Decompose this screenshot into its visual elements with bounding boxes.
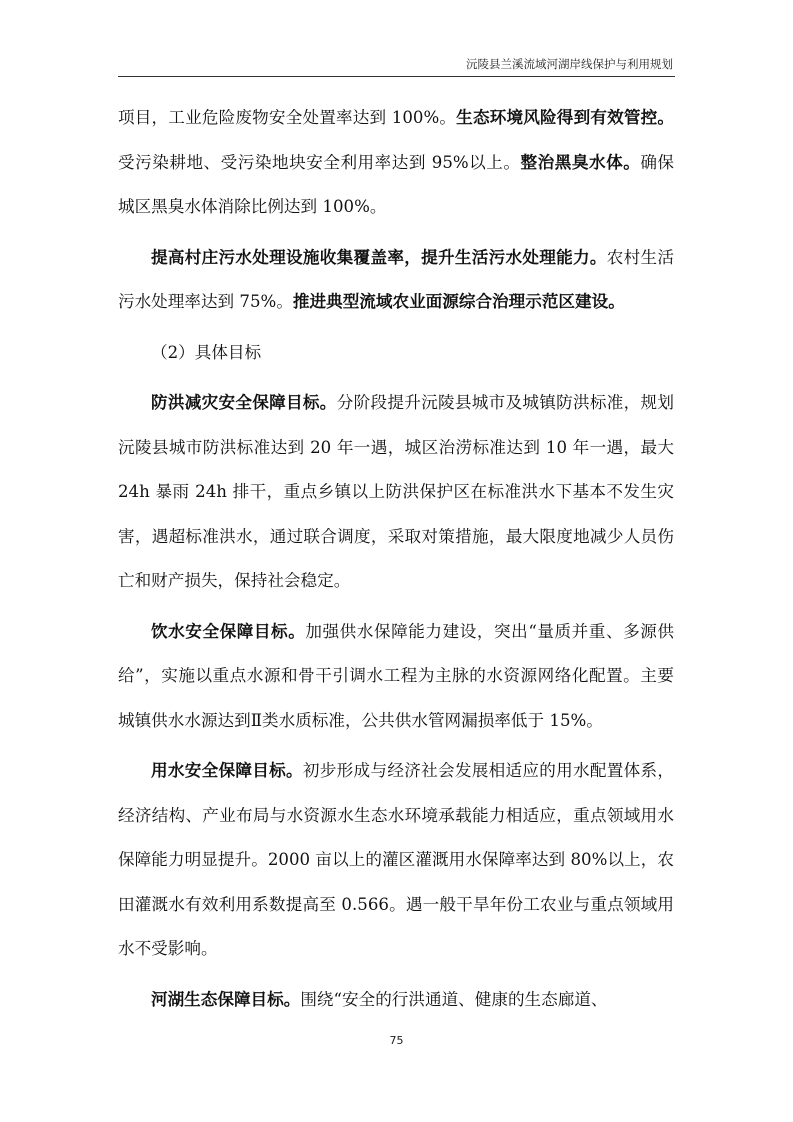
text-segment: 确保城区黑臭水体消除比例达到 100%。 [118, 152, 675, 216]
bold-heading-segment: 整治黑臭水体。 [520, 152, 641, 172]
bold-heading-segment: 防洪减灾安全保障目标。 [151, 393, 337, 412]
running-header-title: 沅陵县兰溪流域河湖岸线保护与利用规划 [466, 57, 673, 71]
page-number: 75 [389, 1034, 404, 1047]
paragraph-water-use [118, 749, 674, 972]
paragraph-river-ecology [118, 978, 674, 1023]
paragraph-rural-sewage [118, 236, 674, 325]
bold-heading-segment: 饮水安全保障目标。 [151, 621, 306, 641]
text-segment: 围绕“安全的行洪通道、健康的生态廊道、 [300, 989, 608, 1009]
text-segment: 初步形成与经济社会发展相适应的用水配置体系，经济结构、产业布局与水资源水生态水环境承载能力相适应，重点领域用水保障能力明显提升。2000 亩以上的灌区灌溉用水保障率达到 80%以上，农田灌溉水有效利用系数提高至 0.566。遇一般干旱年份工农业与重点领域用水不受影响。 [118, 761, 674, 958]
text-segment: 加强供水保障能力建设，突出“量质并重、多源供给”，实施以重点水源和骨干引调水工程为主脉的水资源网络化配置。主要城镇供水水源达到Ⅱ类水质标准，公共供水管网漏损率低于 15%。 [118, 621, 675, 730]
header-divider [118, 76, 675, 77]
bold-heading-segment: 河湖生态保障目标。 [151, 989, 301, 1009]
text-segment: 农村生活污水处理率达到 75%。 [118, 247, 674, 311]
bold-heading-segment: 用水安全保障目标。 [151, 761, 303, 780]
text-segment: 受污染耕地、受污染地块安全利用率达到 95%以上。 [118, 152, 521, 172]
text-segment: 分阶段提升沅陵县城市及城镇防洪标准，规划沅陵县城市防洪标准达到 20 年一遇，城区治涝标准达到 10 年一遇，最大 24h 暴雨 24h 排干，重点乡镇以上防洪保护区在标准洪水下基本不发生灾害，遇超标准洪水，通过联合调度，采取对策措施，最大限度地减少人员伤亡和财产损失，保持社会稳定。 [118, 393, 675, 590]
bold-heading-segment: 生态环境风险得到有效管控。 [456, 108, 675, 127]
paragraph-drinking-water [118, 610, 674, 744]
bold-heading-segment: 提高村庄污水处理设施收集覆盖率，提升生活污水处理能力。 [151, 247, 607, 267]
subheading-text: （2）具体目标 [151, 342, 262, 362]
paragraph-flood-control [118, 381, 674, 604]
document-body [118, 96, 674, 1028]
paragraph-pollution-control [118, 96, 674, 230]
section-subheading [118, 331, 674, 376]
text-segment: 项目，工业危险废物安全处置率达到 100%。 [118, 108, 457, 127]
bold-heading-segment: 推进典型流域农业面源综合治理示范区建设。 [292, 292, 625, 311]
